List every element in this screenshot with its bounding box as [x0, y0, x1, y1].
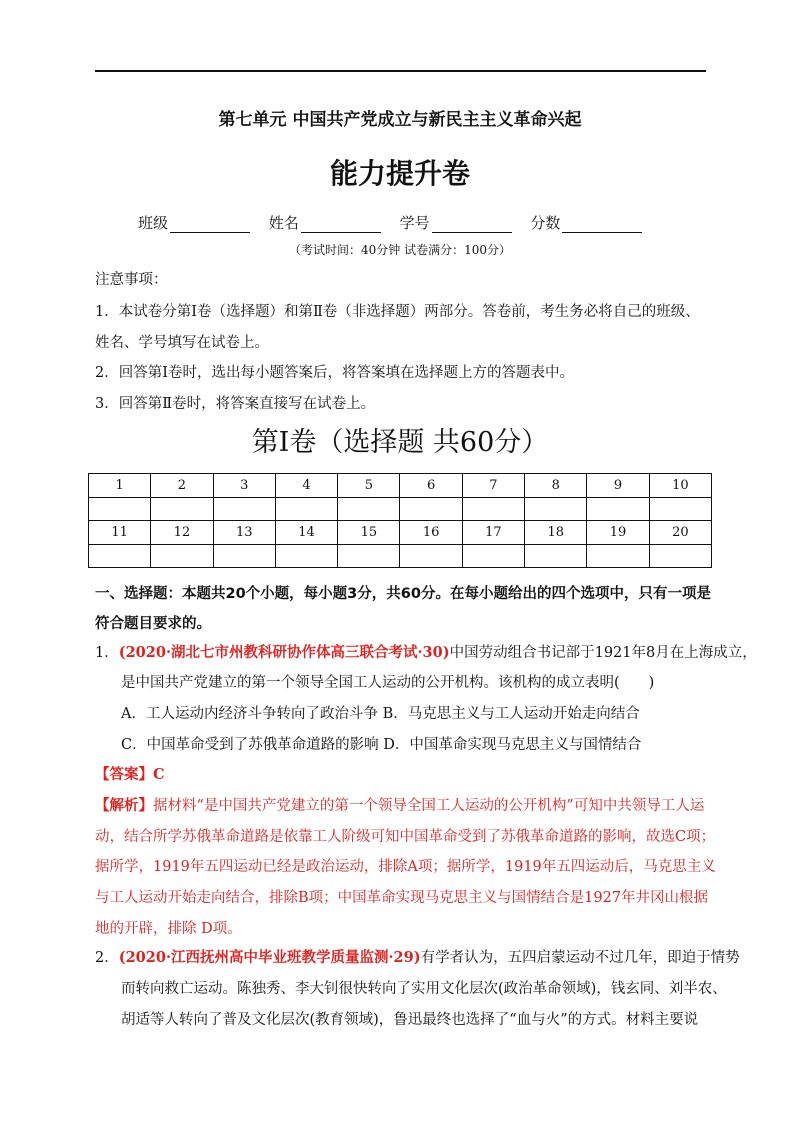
name-label: 姓名 — [268, 214, 299, 232]
answer-cell[interactable] — [462, 497, 524, 521]
score-blank[interactable] — [562, 218, 642, 233]
grid-number-cell: 7 — [462, 474, 524, 498]
question-1-answer — [95, 763, 165, 784]
analysis-tag: 【解析】 — [95, 797, 153, 814]
note-item-2: 2．回答第Ⅰ卷时，选出每小题答案后，将答案填在选择题上方的答题表中。 — [95, 365, 574, 381]
grid-number-cell: 8 — [525, 474, 587, 498]
answer-cell[interactable] — [89, 497, 151, 521]
answer-grid-input-row-2 — [89, 544, 712, 568]
analysis-text: 据材料“是中国共产党建立的第一个领导全国工人运动的公开机构”可知中共领导工人运 — [153, 798, 705, 814]
grid-number-cell: 3 — [213, 474, 275, 498]
question-1-stem-line-1 — [95, 641, 757, 662]
student-info-line — [138, 212, 656, 233]
answer-cell[interactable] — [649, 544, 711, 568]
answer-cell[interactable] — [213, 497, 275, 521]
section-title: 第Ⅰ卷（选择题 共60分） — [251, 427, 549, 458]
question-1-stem-line-2: 是中国共产党建立的第一个领导全国工人运动的公开机构。该机构的成立表明( ) — [121, 675, 655, 691]
answer-cell[interactable] — [400, 497, 462, 521]
instructions-line-2: 符合题目要求的。 — [95, 616, 211, 632]
question-2-source: (2020·江西抚州高中毕业班教学质量监测·29) — [118, 949, 421, 966]
note-item-3: 3．回答第Ⅱ卷时，将答案直接写在试卷上。 — [95, 396, 376, 412]
question-2-stem-line-1 — [95, 946, 740, 967]
answer-grid-header-row-1 — [89, 474, 712, 498]
answer-grid — [88, 473, 712, 568]
answer-cell[interactable] — [649, 497, 711, 521]
grid-number-cell: 14 — [275, 521, 337, 545]
grid-number-cell: 16 — [400, 521, 462, 545]
grid-number-cell: 12 — [151, 521, 213, 545]
answer-cell[interactable] — [213, 544, 275, 568]
question-1-options-cd: C．中国革命受到了苏俄革命道路的影响 D．中国革命实现马克思主义与国情结合 — [121, 737, 642, 753]
question-1-stem-text: 中国劳动组合书记部于1921年8月在上海成立， — [449, 645, 757, 661]
grid-number-cell: 6 — [400, 474, 462, 498]
question-2-stem-line-3: 胡适等人转向了普及文化层次(教育领域)，鲁迅最终也选择了“血与火”的方式。材料主要说 — [121, 1012, 699, 1028]
grid-number-cell: 1 — [89, 474, 151, 498]
instructions-line-1: 一、选择题：本题共20个小题，每小题3分，共60分。在每小题给出的四个选项中，只有一项是 — [95, 586, 711, 602]
grid-number-cell: 11 — [89, 521, 151, 545]
grid-number-cell: 9 — [587, 474, 649, 498]
grid-number-cell: 10 — [649, 474, 711, 498]
question-1-analysis-line-1 — [95, 794, 704, 815]
answer-value: C — [153, 766, 165, 783]
answer-cell[interactable] — [89, 544, 151, 568]
answer-cell[interactable] — [275, 544, 337, 568]
unit-title: 第七单元 中国共产党成立与新民主主义革命兴起 — [218, 110, 582, 130]
question-1-number: 1． — [95, 645, 119, 661]
grid-number-cell: 15 — [338, 521, 400, 545]
answer-tag: 【答案】 — [95, 766, 153, 783]
note-item-1-line-1: 1．本试卷分第Ⅰ卷（选择题）和第Ⅱ卷（非选择题）两部分。答卷前，考生务必将自己的班级、 — [95, 304, 700, 320]
header-rule — [95, 70, 706, 72]
answer-cell[interactable] — [275, 497, 337, 521]
grid-number-cell: 20 — [649, 521, 711, 545]
question-1-analysis-line-5: 地的开辟，排除 D项。 — [95, 921, 242, 937]
answer-cell[interactable] — [338, 544, 400, 568]
grid-number-cell: 2 — [151, 474, 213, 498]
answer-grid-header-row-2 — [89, 521, 712, 545]
answer-cell[interactable] — [338, 497, 400, 521]
class-blank[interactable] — [170, 218, 250, 233]
student-id-blank[interactable] — [432, 218, 512, 233]
student-id-label: 学号 — [399, 214, 430, 232]
name-blank[interactable] — [301, 218, 381, 233]
answer-grid-input-row-1 — [89, 497, 712, 521]
score-label: 分数 — [530, 214, 561, 232]
question-2-stem-line-2: 而转向救亡运动。陈独秀、李大钊很快转向了实用文化层次(政治革命领域)，钱玄同、刘半农、 — [121, 981, 727, 997]
note-item-1-line-2: 姓名、学号填写在试卷上。 — [95, 335, 269, 351]
grid-number-cell: 13 — [213, 521, 275, 545]
grid-number-cell: 17 — [462, 521, 524, 545]
question-2-number: 2． — [95, 950, 119, 966]
paper-title: 能力提升卷 — [329, 157, 470, 190]
question-1-analysis-line-3: 据所学，1919年五四运动已经是政治运动，排除A项；据所学，1919年五四运动后，马克思主义 — [95, 859, 716, 875]
question-1-analysis-line-2: 动，结合所学苏俄革命道路是依靠工人阶级可知中国革命受到了苏俄革命道路的影响，故选C项； — [95, 829, 716, 845]
answer-cell[interactable] — [400, 544, 462, 568]
answer-cell[interactable] — [587, 497, 649, 521]
grid-number-cell: 18 — [525, 521, 587, 545]
answer-cell[interactable] — [151, 544, 213, 568]
answer-cell[interactable] — [151, 497, 213, 521]
notes-title: 注意事项： — [95, 272, 168, 288]
grid-number-cell: 5 — [338, 474, 400, 498]
answer-cell[interactable] — [462, 544, 524, 568]
question-1-source: (2020·湖北七市州教科研协作体高三联合考试·30) — [118, 644, 450, 661]
question-1-options-ab: A．工人运动内经济斗争转向了政治斗争 B．马克思主义与工人运动开始走向结合 — [121, 706, 640, 722]
exam-time-and-score: （考试时间：40分钟 试卷满分：100分） — [289, 243, 511, 257]
answer-cell[interactable] — [525, 544, 587, 568]
class-label: 班级 — [138, 214, 169, 232]
question-2-stem-text: 有学者认为，五四启蒙运动不过几年，即迫于情势 — [420, 950, 740, 966]
grid-number-cell: 4 — [275, 474, 337, 498]
question-1-analysis-line-4: 与工人运动开始走向结合，排除B项；中国革命实现马克思主义与国情结合是1927年井冈山根据 — [95, 890, 709, 906]
grid-number-cell: 19 — [587, 521, 649, 545]
answer-cell[interactable] — [525, 497, 587, 521]
answer-cell[interactable] — [587, 544, 649, 568]
